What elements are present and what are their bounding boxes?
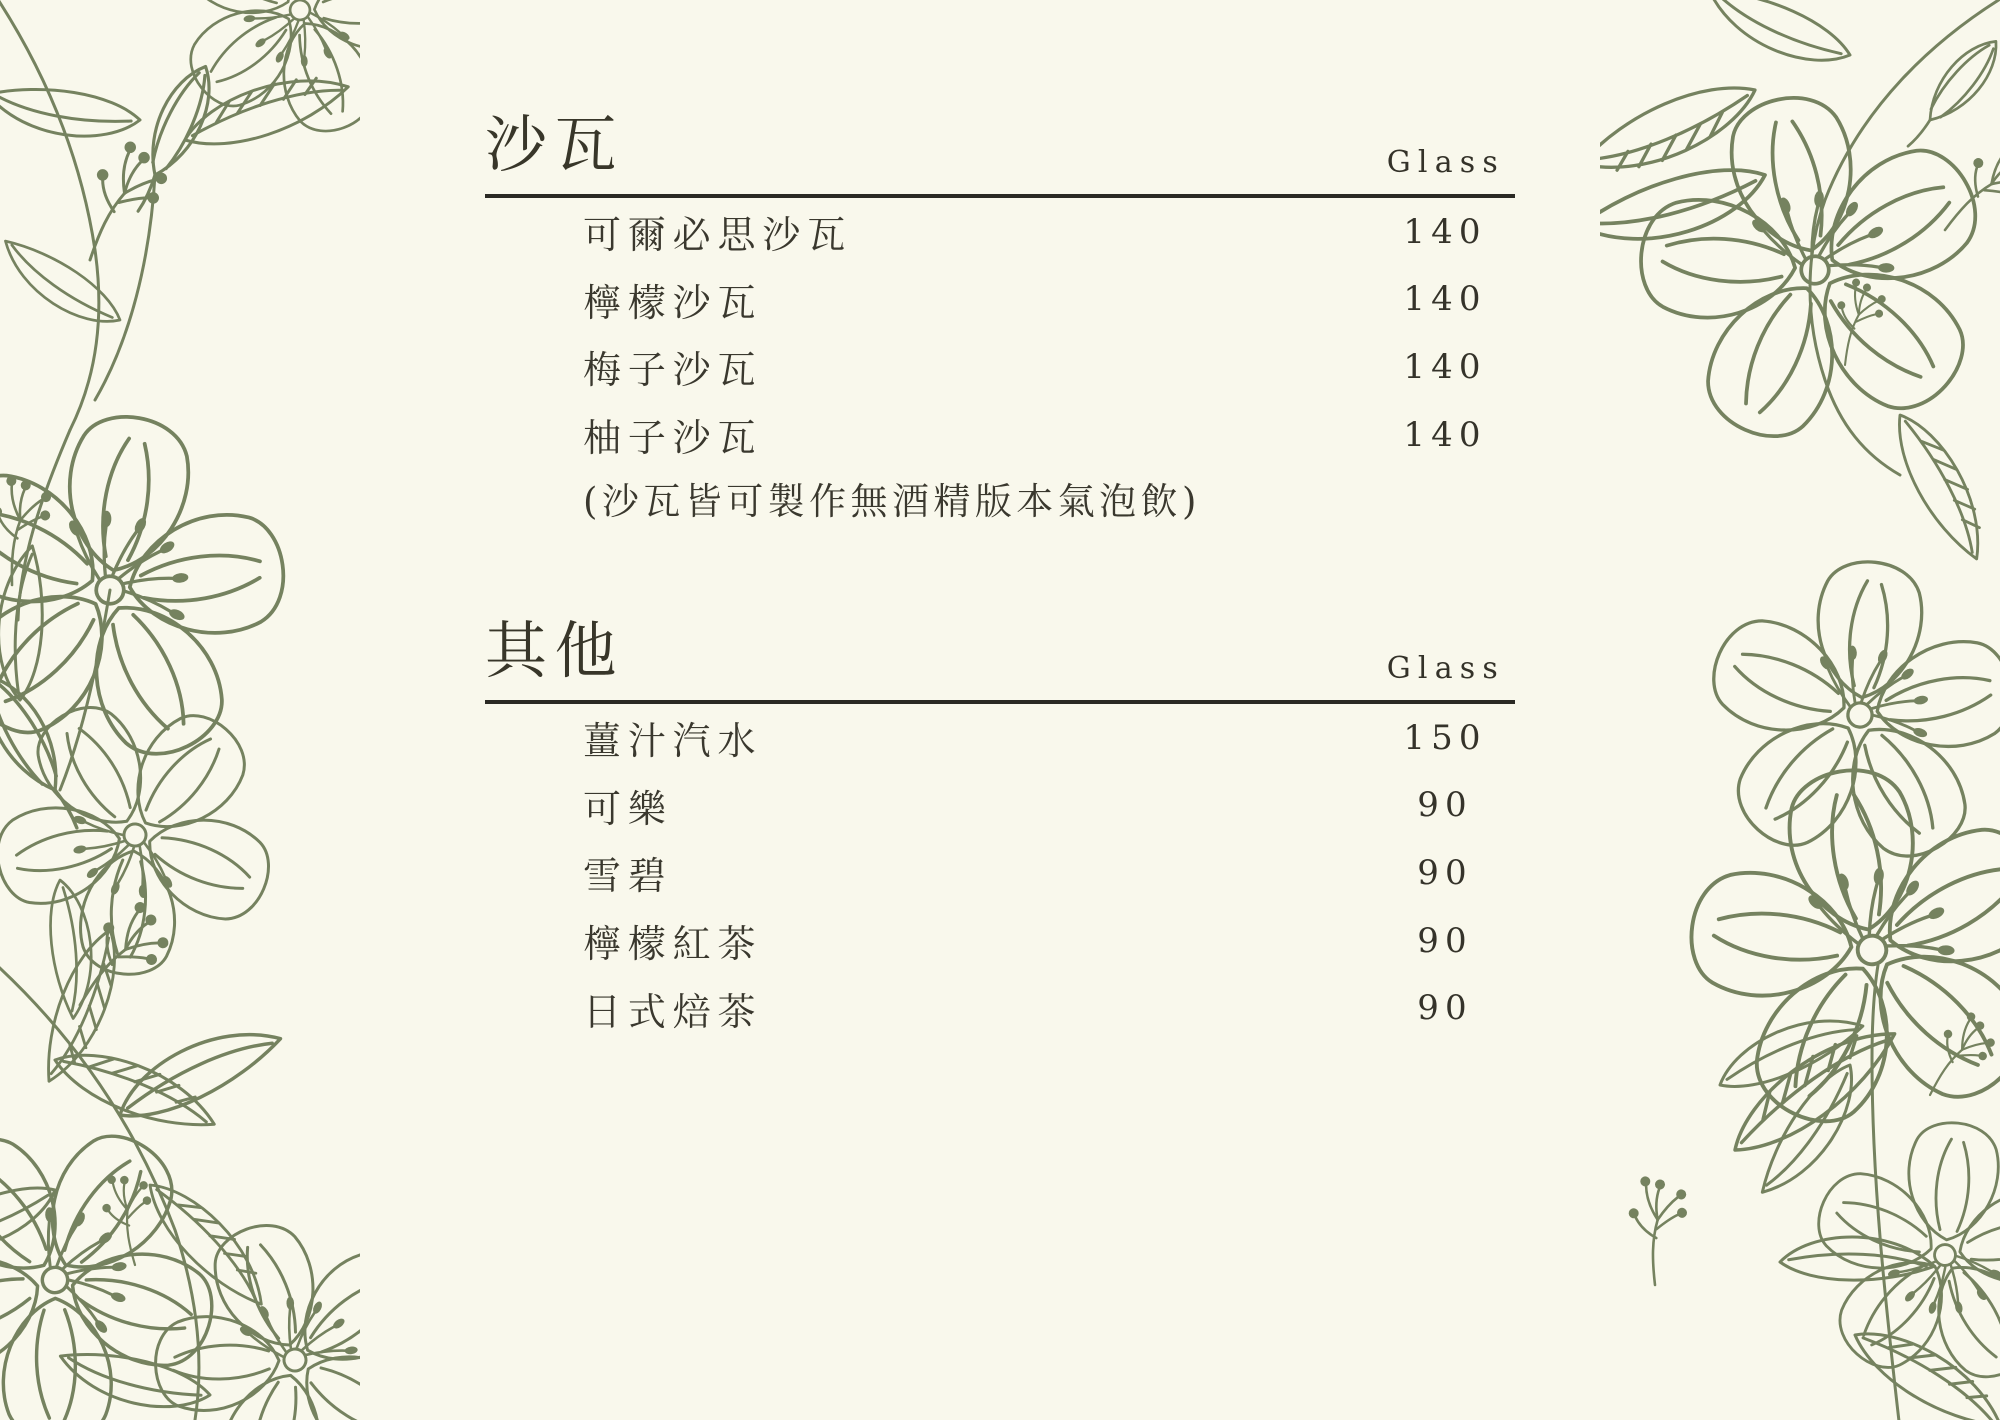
item-price: 90 — [1417, 920, 1473, 961]
item-name: 雪碧 — [583, 854, 673, 899]
menu-item-row — [485, 401, 1515, 469]
item-price: 90 — [1417, 852, 1473, 893]
item-price: 140 — [1403, 279, 1487, 320]
section-header — [485, 601, 1515, 700]
floral-decoration-left — [0, 0, 360, 1420]
menu-section-sawa — [485, 95, 1515, 536]
section-title: 沙瓦 — [485, 108, 624, 181]
menu-item-row — [485, 839, 1515, 907]
item-name: 可爾必思沙瓦 — [583, 213, 853, 258]
item-name: 梅子沙瓦 — [583, 348, 763, 393]
menu-item-row — [485, 333, 1515, 401]
menu-item-row — [485, 266, 1515, 334]
item-price: 90 — [1417, 785, 1473, 826]
item-price: 140 — [1403, 346, 1487, 387]
glass-column-header: Glass — [1386, 145, 1505, 180]
floral-decoration-right — [1600, 0, 2000, 1420]
glass-column-header: Glass — [1386, 651, 1505, 686]
menu-items-list — [485, 704, 1515, 1042]
section-header — [485, 95, 1515, 194]
item-name: 日式焙茶 — [583, 989, 763, 1034]
item-price: 90 — [1417, 988, 1473, 1029]
menu-note: (沙瓦皆可製作無酒精版本氣泡飲) — [583, 480, 1201, 524]
section-title: 其他 — [485, 614, 624, 687]
item-price: 140 — [1403, 211, 1487, 252]
menu-items-list — [485, 198, 1515, 468]
item-price: 140 — [1403, 414, 1487, 455]
item-name: 柚子沙瓦 — [583, 416, 763, 461]
item-price: 150 — [1403, 717, 1487, 758]
item-name: 可樂 — [583, 786, 673, 831]
item-name: 薑汁汽水 — [583, 719, 763, 764]
menu-item-row — [485, 704, 1515, 772]
menu-item-row — [485, 907, 1515, 975]
item-name: 檸檬紅茶 — [583, 922, 763, 967]
menu-item-row — [485, 772, 1515, 840]
menu-item-row — [485, 974, 1515, 1042]
menu-section-others — [485, 601, 1515, 1042]
menu-item-row — [485, 198, 1515, 266]
item-name: 檸檬沙瓦 — [583, 280, 763, 325]
